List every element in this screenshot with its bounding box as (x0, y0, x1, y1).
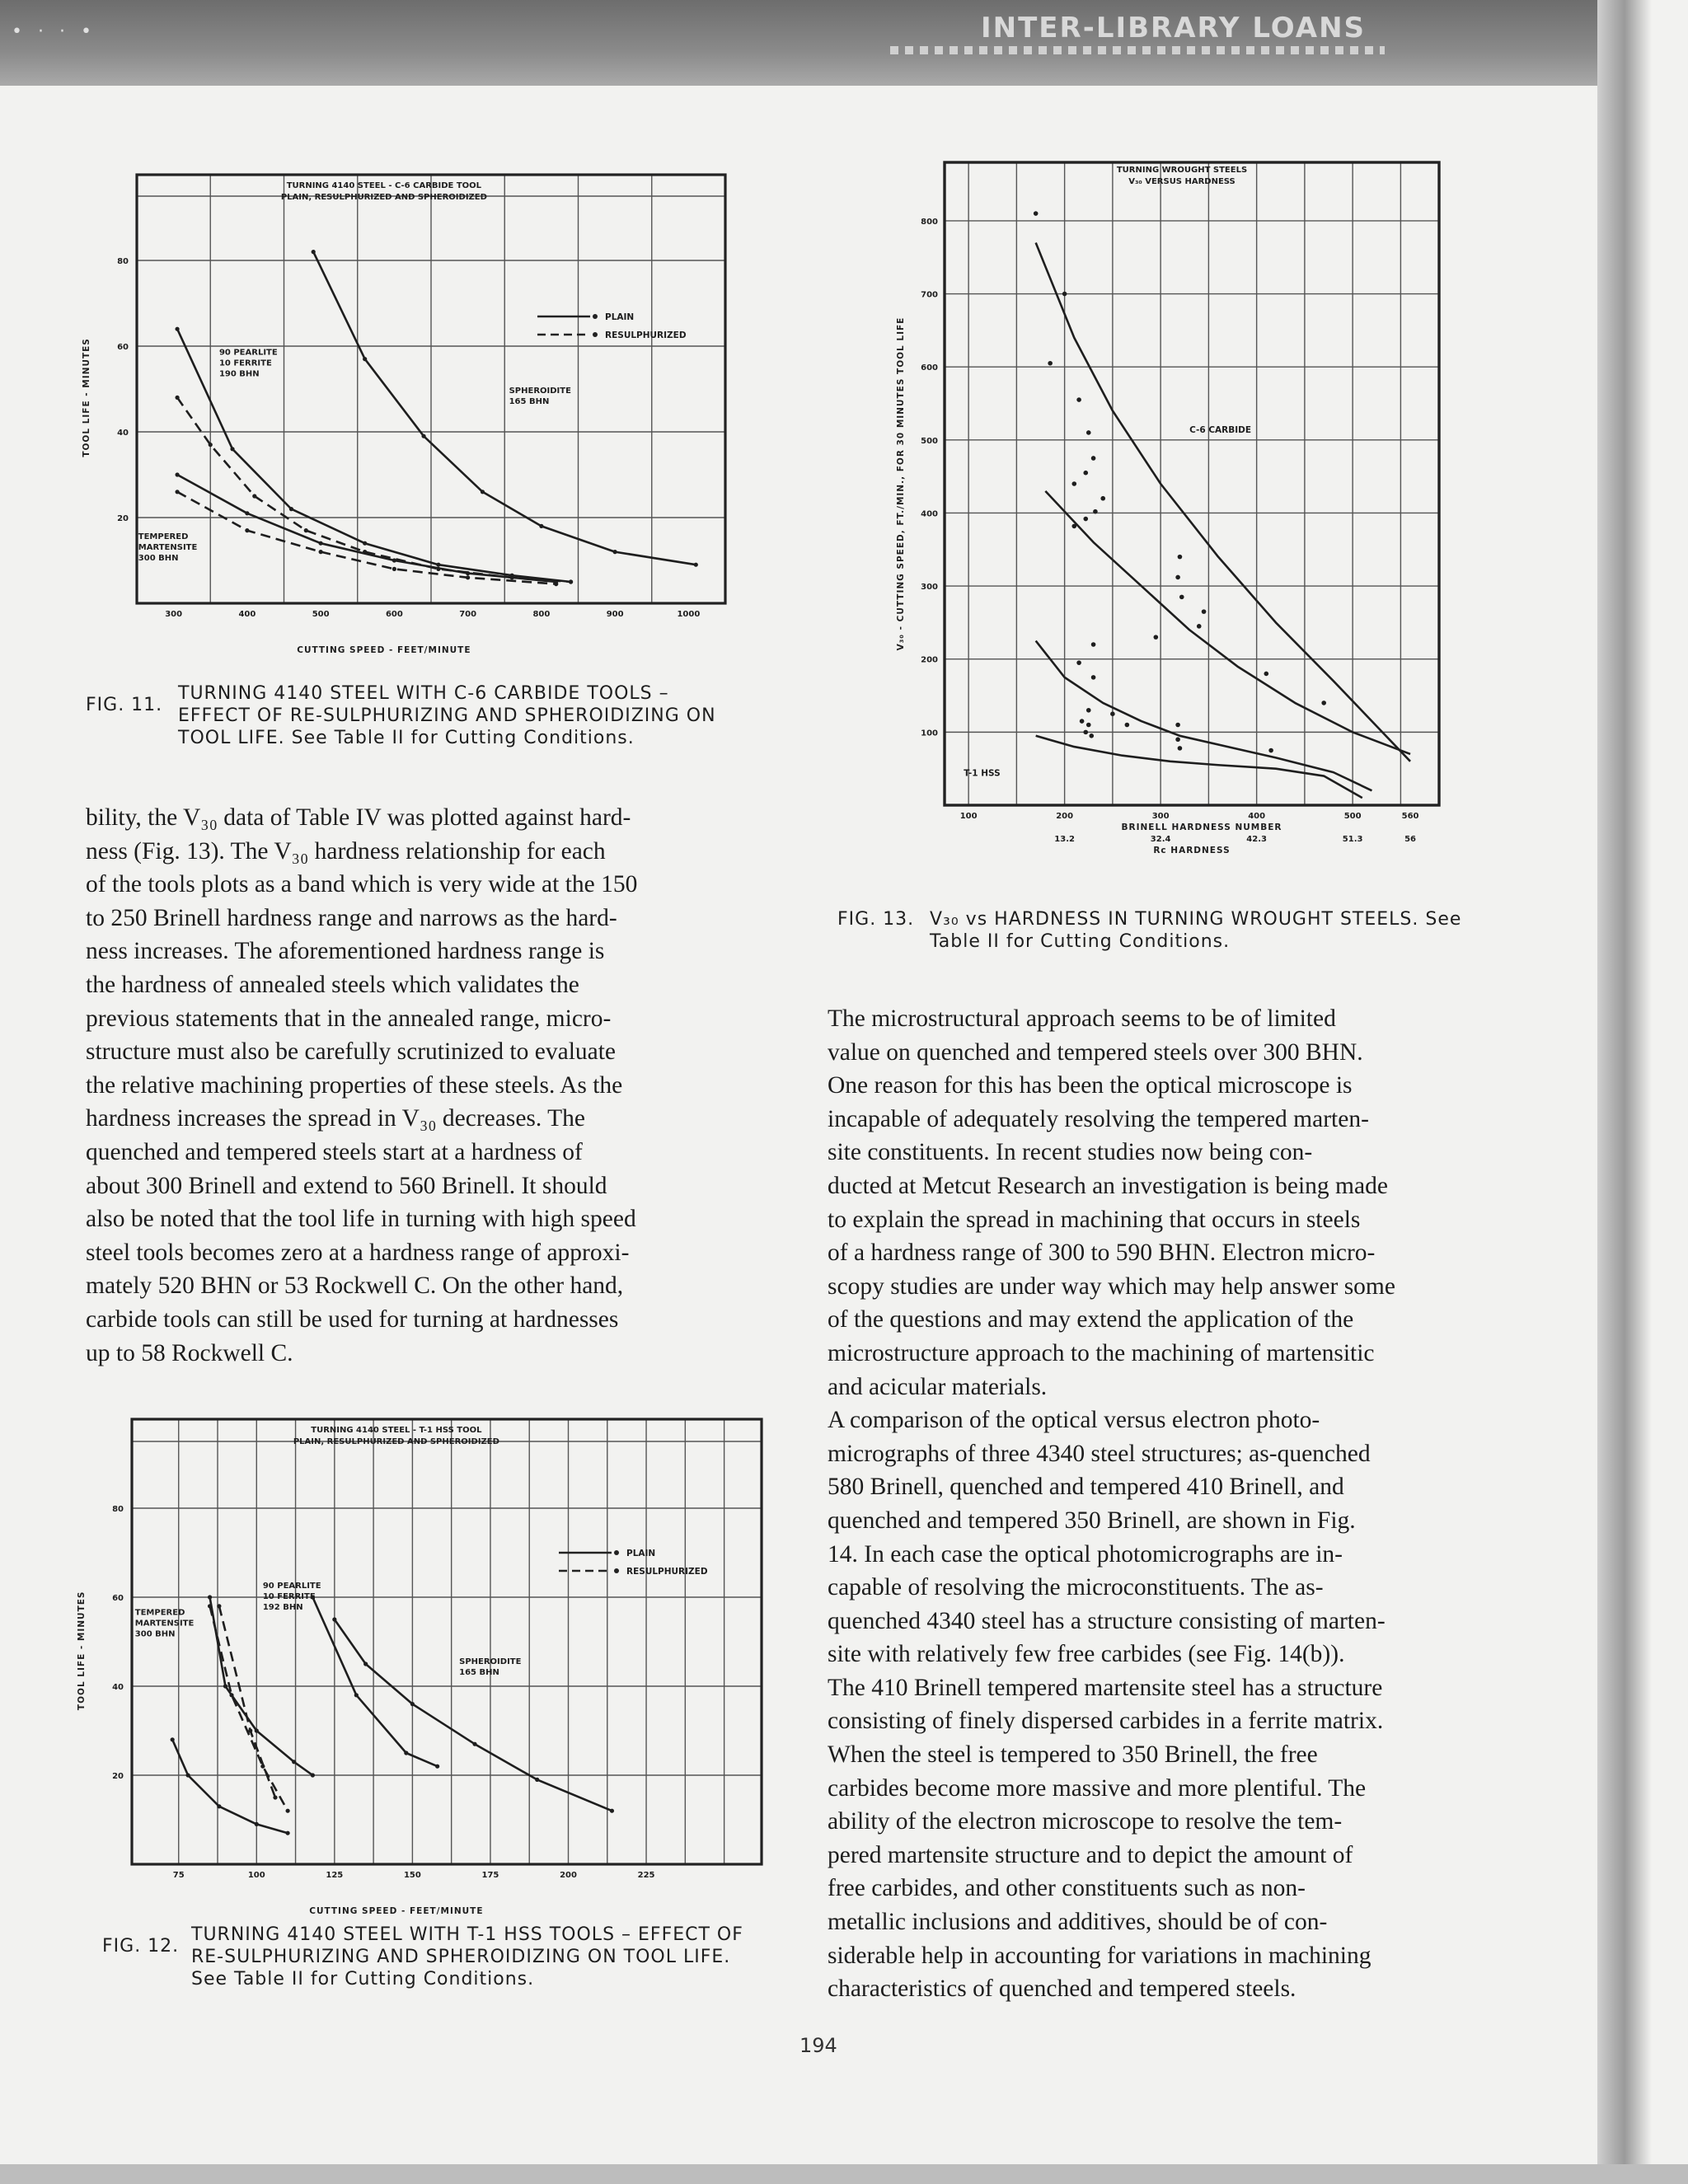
rc-tick-label: 56 (1404, 835, 1417, 844)
text-line: ducted at Metcut Research an investigation is being made (828, 1172, 1388, 1199)
series-point (175, 472, 179, 476)
text-line: to explain the spread in machining that occurs in steels (828, 1206, 1361, 1233)
y-tick-label: 600 (921, 363, 938, 373)
series-point (404, 1750, 408, 1755)
series-point (208, 1604, 212, 1608)
curve-annotation: 90 PEARLITE (218, 348, 278, 358)
text-line: up to 58 Rockwell C. (86, 1339, 293, 1366)
chart-title-line: PLAIN, RESULPHURIZED AND SPHEROIDIZED (293, 1437, 499, 1446)
curve-annotation: 90 PEARLITE (262, 1582, 321, 1591)
x-tick-label: 400 (238, 610, 256, 619)
series-point (535, 1778, 539, 1782)
figure-11-caption-line: TOOL LIFE. See Table II for Cutting Conditions. (178, 728, 635, 748)
series-point (229, 1693, 233, 1697)
figure-12-chart (74, 1409, 783, 1920)
series-point (230, 447, 234, 451)
x-tick-label: 125 (326, 1871, 344, 1880)
data-point (1197, 624, 1202, 629)
figure-12-caption-line: See Table II for Cutting Conditions. (191, 1969, 535, 1990)
text-line: quenched and tempered steels start at a hardness of (86, 1138, 583, 1165)
data-point (1321, 701, 1326, 705)
rc-tick-label: 51.3 (1342, 835, 1363, 844)
curve-annotation: 10 FERRITE (262, 1592, 316, 1602)
y-axis-label: V₃₀ - CUTTING SPEED, FT./MIN., FOR 30 MINUTES TOOL LIFE (896, 316, 906, 651)
series-line (177, 475, 556, 582)
text-line: siderable help in accounting for variations in machining (828, 1942, 1372, 1969)
series-point (175, 396, 179, 400)
series-point (208, 1595, 212, 1599)
curve-annotation: SPHEROIDITE (459, 1657, 522, 1666)
y-axis-label: TOOL LIFE - MINUTES (77, 1591, 87, 1711)
text-line: mately 520 BHN or 53 Rockwell C. On the other hand, (86, 1272, 624, 1300)
figure-13-caption-line: Table II for Cutting Conditions. (930, 931, 1231, 952)
series-line (172, 1740, 288, 1833)
chart-title-line: TURNING WROUGHT STEELS (1116, 166, 1248, 175)
x-tick-label: 225 (637, 1871, 655, 1880)
plot-frame (945, 162, 1439, 805)
text-line: scopy studies are under way which may help answer some (828, 1272, 1395, 1300)
figure-12-caption-line: TURNING 4140 STEEL WITH T-1 HSS TOOLS – EFFECT OF (191, 1924, 743, 1945)
text-line: previous statements that in the annealed range, micro- (86, 1005, 612, 1032)
y-axis-label: TOOL LIFE - MINUTES (82, 338, 91, 457)
text-line: The microstructural approach seems to be of limited (828, 1005, 1336, 1032)
scan-right-edge (1597, 0, 1688, 2184)
series-line (210, 1606, 288, 1811)
text-line: to 250 Brinell hardness range and narrows as the hard- (86, 904, 617, 931)
series-point (286, 1809, 290, 1813)
text-line: bility, the V₃₀ data of Table IV was plotted against hard- (86, 804, 631, 831)
figure-13-caption-id: FIG. 13. (837, 909, 915, 930)
data-point (1202, 609, 1207, 614)
series-point (252, 494, 256, 498)
curve-annotation: MARTENSITE (134, 1619, 195, 1629)
series-line (177, 397, 570, 582)
inter-library-loans-stamp: INTER-LIBRARY LOANS (981, 12, 1367, 45)
series-point (363, 541, 367, 546)
series-point (539, 524, 543, 528)
series-point (223, 1684, 227, 1688)
data-point (1076, 397, 1081, 402)
series-line (335, 1619, 612, 1811)
series-point (392, 567, 396, 571)
data-point (1178, 746, 1183, 751)
series-point (363, 357, 367, 361)
x-tick-label: 1000 (677, 610, 701, 619)
x-tick-label: 560 (1401, 812, 1419, 821)
series-point (185, 1773, 190, 1777)
data-point (1071, 481, 1076, 486)
band-label: C-6 CARBIDE (1189, 424, 1252, 435)
rc-axis-label: Rc HARDNESS (1153, 846, 1231, 855)
text-line: carbides become more massive and more plentiful. The (828, 1774, 1367, 1802)
data-point (1071, 524, 1076, 529)
rc-tick-label: 13.2 (1054, 835, 1075, 844)
text-line: of the tools plots as a band which is very wide at the 150 (86, 871, 638, 898)
curve-annotation: 165 BHN (509, 397, 550, 407)
legend-marker (593, 332, 598, 337)
y-tick-label: 700 (921, 290, 938, 300)
legend-label: RESULPHURIZED (605, 330, 687, 340)
plot-frame (132, 1419, 762, 1864)
text-line: characteristics of quenched and tempered steels. (828, 1975, 1296, 2003)
text-line: ability of the electron microscope to resolve the tem- (828, 1808, 1343, 1835)
series-point (319, 550, 323, 554)
series-point (319, 541, 323, 546)
text-line: quenched 4340 steel has a structure consisting of marten- (828, 1607, 1386, 1634)
series-point (273, 1795, 277, 1799)
y-tick-label: 400 (921, 509, 938, 519)
series-point (255, 1728, 259, 1732)
legend-label: PLAIN (605, 312, 635, 322)
y-tick-label: 500 (921, 436, 938, 446)
series-point (421, 434, 425, 438)
y-tick-label: 100 (921, 729, 938, 738)
data-point (1125, 723, 1130, 728)
text-line: hardness increases the spread in V₃₀ decreases. The (86, 1105, 585, 1132)
figure-12-caption-id: FIG. 12. (102, 1936, 180, 1957)
series-point (255, 1822, 259, 1826)
page-number: 194 (799, 2034, 837, 2057)
data-point (1179, 595, 1184, 600)
text-line: microstructure approach to the machining of martensitic (828, 1339, 1375, 1366)
series-point (292, 1760, 296, 1764)
figure-11-caption (86, 682, 778, 757)
chart-title-line: V₃₀ VERSUS HARDNESS (1128, 177, 1236, 186)
figure-11-caption-id: FIG. 11. (86, 695, 163, 715)
text-line: the relative machining properties of these steels. As the (86, 1071, 623, 1099)
stamp-stripe (890, 46, 1385, 54)
series-point (410, 1702, 415, 1706)
figure-13-chart (874, 152, 1467, 886)
series-point (332, 1617, 336, 1621)
y-tick-label: 40 (112, 1683, 124, 1692)
text-line: also be noted that the tool life in turning with high speed (86, 1206, 636, 1233)
data-point (1086, 430, 1091, 435)
series-point (481, 490, 485, 494)
text-line: ness increases. The aforementioned hardness range is (86, 938, 605, 965)
text-line: ness (Fig. 13). The V₃₀ hardness relationship for each (86, 837, 606, 865)
data-point (1154, 635, 1159, 640)
curve-annotation: MARTENSITE (138, 543, 198, 552)
figure-13-caption (837, 908, 1513, 958)
text-line: capable of resolving the microconstituents. The as- (828, 1574, 1324, 1601)
series-point (175, 490, 179, 494)
figure-11-caption-line: EFFECT OF RE-SULPHURIZING AND SPHEROIDIZING ON (178, 705, 716, 726)
series-point (610, 1809, 614, 1813)
scan-header-bar (0, 0, 1599, 86)
rc-tick-label: 42.3 (1246, 835, 1267, 844)
text-line: structure must also be carefully scrutinized to evaluate (86, 1038, 617, 1066)
series-line (219, 1606, 275, 1797)
text-line: free carbides, and other constituents such as non- (828, 1875, 1306, 1902)
y-tick-label: 60 (117, 343, 129, 352)
x-tick-label: 500 (1343, 812, 1362, 821)
x-axis-label: CUTTING SPEED - FEET/MINUTE (297, 645, 471, 655)
curve-annotation: 190 BHN (218, 369, 260, 379)
x-tick-label: 600 (385, 610, 403, 619)
data-point (1080, 719, 1085, 724)
text-line: pered martensite structure and to depict the amount of (828, 1841, 1353, 1868)
figure-11-chart (66, 165, 775, 659)
text-line: incapable of adequately resolving the tempered marten- (828, 1105, 1369, 1132)
series-point (392, 558, 396, 562)
y-tick-label: 60 (112, 1594, 124, 1603)
y-tick-label: 20 (112, 1772, 124, 1781)
text-line: of the questions and may extend the application of the (828, 1306, 1354, 1333)
series-point (466, 575, 470, 579)
chart-title-line: TURNING 4140 STEEL - T-1 HSS TOOL (311, 1426, 482, 1435)
chart-title-line: PLAIN, RESULPHURIZED AND SPHEROIDIZED (280, 193, 487, 202)
series-line (312, 1597, 437, 1766)
figure-12-caption-line: RE-SULPHURIZING AND SPHEROIDIZING ON TOOL LIFE. (191, 1947, 731, 1967)
x-tick-label: 75 (172, 1871, 185, 1880)
legend-label: PLAIN (626, 1549, 656, 1558)
y-tick-label: 40 (117, 429, 129, 438)
series-point (245, 511, 249, 515)
series-point (248, 1728, 252, 1732)
rc-tick-label: 32.4 (1150, 835, 1171, 844)
data-point (1089, 733, 1094, 738)
series-point (613, 550, 617, 554)
series-point (436, 563, 440, 567)
y-tick-label: 300 (921, 583, 938, 593)
series-point (171, 1737, 175, 1741)
series-point (363, 1661, 368, 1666)
figure-11 (66, 165, 775, 659)
text-line: One reason for this has been the optical microscope is (828, 1072, 1353, 1099)
data-point (1091, 675, 1096, 680)
data-point (1110, 711, 1115, 716)
text-line: 580 Brinell, quenched and tempered 410 Brinell, and (828, 1474, 1344, 1501)
text-line: micrographs of three 4340 steel structures; as-quenched (828, 1440, 1371, 1467)
text-line: metallic inclusions and additives, should be of con- (828, 1909, 1328, 1936)
data-point (1175, 737, 1180, 742)
legend-marker (614, 1550, 619, 1555)
legend-label: RESULPHURIZED (626, 1567, 708, 1577)
x-tick-label: 200 (1056, 812, 1074, 821)
x-tick-label: 900 (606, 610, 624, 619)
text-line: steel tools becomes zero at a hardness range of approxi- (86, 1239, 630, 1266)
scan-bottom-edge (0, 2164, 1688, 2184)
x-tick-label: 100 (959, 812, 978, 821)
series-point (554, 582, 558, 586)
x-axis-label: CUTTING SPEED - FEET/MINUTE (309, 1906, 484, 1916)
data-point (1034, 211, 1039, 216)
text-line: consisting of finely dispersed carbides in a ferrite matrix. (828, 1708, 1384, 1735)
series-point (286, 1831, 290, 1835)
x-tick-label: 800 (532, 610, 551, 619)
data-point (1100, 496, 1105, 501)
data-point (1178, 555, 1183, 560)
curve-annotation: SPHEROIDITE (509, 387, 571, 396)
curve-annotation: TEMPERED (138, 532, 189, 541)
series-point (304, 528, 308, 532)
series-point (217, 1804, 221, 1808)
figure-13 (874, 152, 1467, 886)
curve-annotation: TEMPERED (134, 1608, 185, 1618)
x-tick-label: 500 (312, 610, 330, 619)
series-point (209, 443, 213, 447)
curve-annotation: 165 BHN (459, 1668, 499, 1677)
x-tick-label: 300 (1151, 812, 1170, 821)
y-tick-label: 80 (117, 257, 129, 266)
y-tick-label: 20 (117, 514, 129, 523)
data-point (1093, 509, 1098, 514)
y-tick-label: 800 (921, 217, 938, 227)
text-line: site with relatively few free carbides (see Fig. 14(b)). (828, 1641, 1345, 1668)
series-point (312, 250, 316, 254)
x-tick-label: 175 (481, 1871, 499, 1880)
data-point (1083, 730, 1088, 735)
series-point (466, 571, 470, 575)
data-point (1086, 708, 1091, 713)
text-line: quenched and tempered 350 Brinell, are shown in Fig. (828, 1507, 1356, 1534)
chart-title-line: TURNING 4140 STEEL - C-6 CARBIDE TOOL (286, 181, 482, 190)
data-point (1175, 723, 1180, 728)
series-point (569, 579, 573, 583)
series-point (289, 507, 293, 511)
data-point (1091, 642, 1096, 647)
data-point (1048, 361, 1053, 366)
y-tick-label: 200 (921, 655, 938, 665)
data-point (1264, 672, 1268, 677)
data-point (1091, 456, 1096, 461)
data-point (1086, 723, 1091, 728)
band-boundary-line (1036, 243, 1410, 762)
series-point (175, 327, 179, 331)
series-point (354, 1693, 359, 1697)
x-tick-label: 150 (403, 1871, 421, 1880)
text-line: site constituents. In recent studies now being con- (828, 1139, 1313, 1166)
band-label: T-1 HSS (964, 768, 1001, 779)
text-line: the hardness of annealed steels which validates the (86, 971, 579, 998)
text-line: carbide tools can still be used for turning at hardnesses (86, 1305, 619, 1333)
series-point (435, 1765, 439, 1769)
x-tick-label: 300 (165, 610, 183, 619)
curve-annotation: 300 BHN (138, 554, 179, 563)
legend-marker (593, 314, 598, 319)
x-tick-label: 700 (459, 610, 477, 619)
figure-11-caption-line: TURNING 4140 STEEL WITH C-6 CARBIDE TOOLS – (178, 683, 669, 704)
data-point (1083, 471, 1088, 476)
text-line: A comparison of the optical versus electron photo- (828, 1407, 1320, 1434)
text-line: of a hardness range of 300 to 590 BHN. Electron micro- (828, 1240, 1376, 1267)
data-point (1062, 292, 1067, 297)
text-line: value on quenched and tempered steels over 300 BHN. (828, 1038, 1363, 1066)
left-column-text (86, 801, 637, 1370)
data-point (1083, 517, 1088, 522)
series-point (245, 528, 249, 532)
legend-marker (614, 1568, 619, 1573)
x-tick-label: 100 (247, 1871, 265, 1880)
band-boundary-line (1045, 491, 1410, 754)
data-point (1268, 748, 1273, 753)
series-point (217, 1604, 221, 1608)
curve-annotation: 10 FERRITE (218, 359, 272, 368)
series-point (694, 563, 698, 567)
curve-annotation: 300 BHN (134, 1629, 176, 1639)
text-line: about 300 Brinell and extend to 560 Brinell. It should (86, 1172, 607, 1199)
right-column-text (828, 1002, 1395, 2006)
series-point (311, 1773, 315, 1777)
text-line: The 410 Brinell tempered martensite steel has a structure (828, 1674, 1383, 1701)
series-point (472, 1742, 476, 1746)
text-line: and acicular materials. (828, 1373, 1048, 1400)
figure-12 (74, 1409, 783, 1920)
x-tick-label: 200 (560, 1871, 577, 1880)
text-line: 14. In each case the optical photomicrographs are in- (828, 1540, 1343, 1568)
data-point (1175, 575, 1180, 580)
y-tick-label: 80 (112, 1505, 124, 1514)
x-tick-label: 400 (1248, 812, 1266, 821)
figure-13-caption-line: V₃₀ vs HARDNESS IN TURNING WROUGHT STEELS. See (930, 909, 1462, 930)
data-point (1076, 660, 1081, 665)
x-axis-label: BRINELL HARDNESS NUMBER (1121, 823, 1282, 832)
curve-annotation: 192 BHN (262, 1603, 303, 1613)
scan-artifact-marks: • · · • (12, 21, 96, 42)
text-line: When the steel is tempered to 350 Brinell, the free (828, 1741, 1318, 1769)
figure-12-caption (102, 1924, 795, 1998)
